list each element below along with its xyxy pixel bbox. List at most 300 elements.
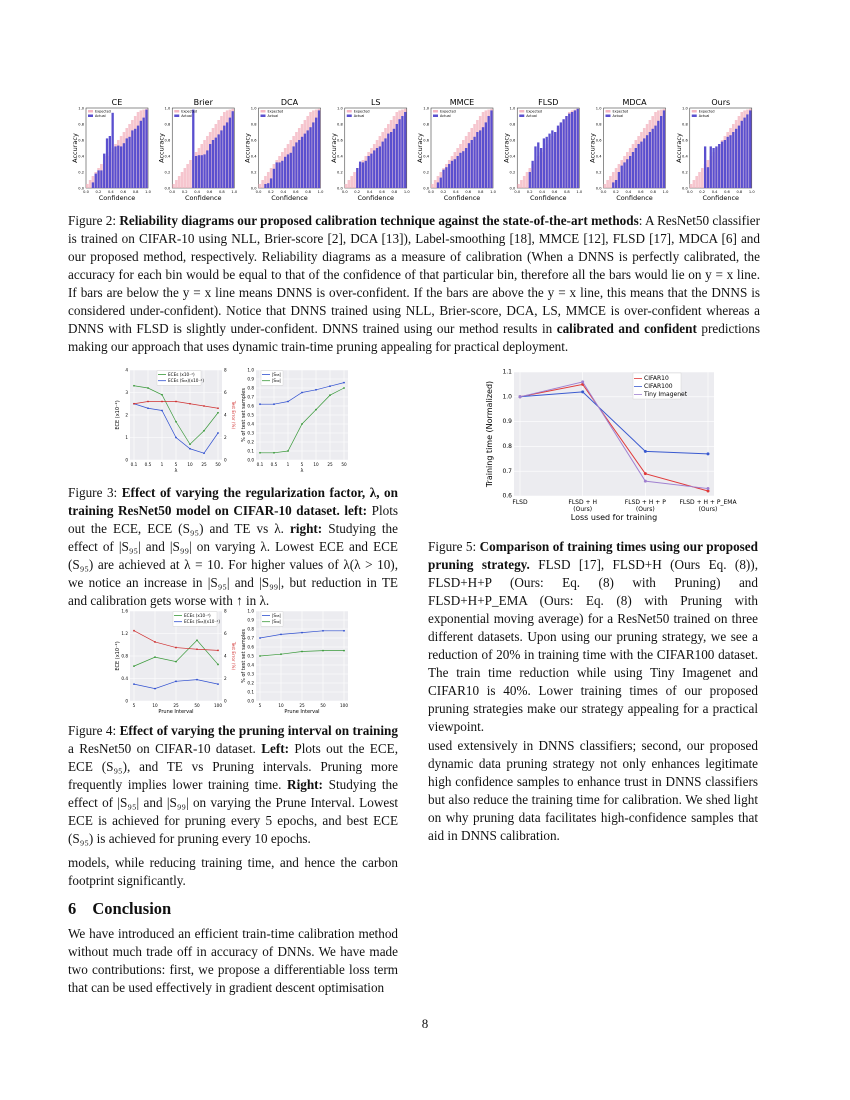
legend-actual-label: Actual — [526, 114, 537, 118]
expected-bar — [353, 172, 356, 188]
y-tick-label: 1.0 — [423, 106, 429, 111]
actual-bar — [643, 138, 645, 188]
actual-bar — [727, 137, 729, 188]
right-paragraph: used extensively in DNNS classifiers; second, our proposed dynamic data pruning strategy not only enhances legitimate high confidence samples to enhance trust in DNNS classifiers but also reduce the training time for calibration. We shed light on why pruning data facilitates high-confidence samples that aid in DNNS calibration. — [428, 738, 758, 843]
series-point — [133, 665, 135, 667]
legend-label: ECEs (S₉₅)(x10⁻²) — [168, 378, 204, 384]
actual-bar — [284, 157, 286, 188]
y-tick-label: 0.6 — [78, 138, 84, 143]
y-tick-label: 1.0 — [509, 106, 516, 111]
series-point — [161, 401, 163, 403]
x-tick-label: 0.0 — [428, 190, 434, 194]
y-tick-label: 1.0 — [164, 106, 171, 111]
actual-bar — [529, 172, 531, 188]
actual-bar — [106, 138, 108, 188]
series-point — [196, 679, 198, 681]
actual-bar — [479, 130, 481, 188]
x-tick-label: 0.4 — [452, 190, 459, 194]
actual-bar — [100, 170, 102, 188]
y-tick-label: 0.6 — [247, 403, 254, 409]
reliability-panel-dca — [244, 98, 325, 202]
y-tick-label: 0.6 — [250, 138, 257, 143]
series-point — [322, 630, 324, 632]
y-tick-label: 1.0 — [337, 106, 343, 111]
actual-bar — [623, 162, 625, 188]
expected-bar — [181, 172, 184, 188]
x-tick-label: 0.4 — [711, 190, 718, 194]
actual-bar — [454, 159, 456, 188]
figure-3-charts — [115, 362, 352, 474]
actual-bar — [473, 137, 475, 188]
y-axis-label: Accuracy — [243, 133, 252, 163]
x-tick-label: 0.6 — [465, 190, 472, 194]
actual-bar — [735, 129, 737, 188]
y-axis-label: Accuracy — [157, 133, 166, 163]
y-axis-label: Accuracy — [502, 133, 511, 163]
actual-bar — [746, 114, 748, 188]
y-tick-label: 0.0 — [423, 186, 429, 191]
y-tick-label: 0.8 — [250, 122, 257, 127]
actual-bar — [126, 138, 128, 188]
expected-bar — [523, 176, 526, 188]
y-tick-label: 0.8 — [509, 122, 516, 127]
y-tick-label: 0.2 — [250, 170, 257, 175]
actual-bar — [273, 169, 275, 188]
actual-bar — [562, 119, 564, 188]
actual-bar — [382, 142, 384, 188]
figure-3-caption — [68, 484, 398, 610]
x-tick-label: 0.6 — [379, 190, 385, 194]
y-axis-label: % of test set samples — [241, 629, 247, 683]
fig2-label: Figure 2: — [68, 213, 116, 228]
series-point — [329, 394, 331, 396]
fig4-bold3: Right: — [287, 777, 323, 792]
expected-bar — [86, 184, 89, 188]
actual-bar — [637, 144, 639, 188]
y2-tick-label: 2 — [224, 676, 227, 682]
series-point — [217, 683, 219, 685]
x-tick-label: 0.0 — [600, 190, 607, 194]
y-tick-label: 0.8 — [164, 122, 171, 127]
x-tick-label: 1 — [286, 462, 290, 468]
y2-tick-label: 8 — [224, 608, 227, 614]
y-tick-label: 0.0 — [250, 186, 257, 191]
y-tick-label: 0 — [125, 698, 128, 704]
series-point — [644, 480, 647, 483]
fig3-text2: Studying the effect of |S₉₅| and |S₉₉| on varying λ. Lowest ECE and ECE (S₉₅) are achieved at λ = 10. For higher values of λ(λ > 10), we notice an increase in |S₉₅| and |S₉₉|, but reduction in TE and calibration gets worse with ↑ in λ. — [68, 521, 399, 608]
actual-bar — [557, 126, 559, 188]
y-tick-label: 1.6 — [121, 608, 128, 614]
actual-bar — [540, 148, 542, 188]
actual-bar — [97, 170, 99, 188]
actual-bar — [267, 183, 269, 188]
actual-bar — [459, 153, 461, 188]
y-tick-label: 0.3 — [247, 430, 254, 436]
x-tick-label: 0.4 — [107, 190, 114, 194]
actual-bar — [287, 154, 289, 188]
actual-bar — [571, 112, 573, 188]
actual-bar — [95, 174, 97, 188]
actual-bar — [488, 116, 490, 188]
y-tick-label: 0.2 — [423, 170, 429, 175]
legend-expected-swatch — [347, 110, 352, 113]
actual-bar — [534, 146, 536, 188]
legend-expected-label: Expected — [95, 109, 111, 114]
actual-bar — [546, 137, 548, 188]
series-point — [343, 382, 345, 384]
y-tick-label: 0.4 — [250, 154, 257, 159]
y-tick-label: 0.4 — [247, 662, 254, 668]
legend-actual-label: Actual — [95, 114, 106, 118]
actual-bar — [128, 137, 130, 188]
actual-bar — [457, 156, 459, 188]
fig4-text: a ResNet50 on CIFAR-10 dataset. — [68, 741, 262, 756]
actual-bar — [543, 138, 545, 188]
expected-bar — [526, 172, 529, 188]
series-point — [196, 648, 198, 650]
y-tick-label: 0.2 — [164, 170, 171, 175]
actual-bar — [560, 122, 562, 188]
actual-bar — [117, 146, 119, 188]
y-tick-label: 0.2 — [337, 170, 343, 175]
expected-bar — [175, 180, 178, 188]
legend-label: ECEs (S₉₅)(x10⁻²) — [184, 619, 220, 625]
actual-bar — [398, 119, 400, 188]
x-tick-label: 0.8 — [218, 190, 225, 194]
expected-bar — [89, 180, 92, 188]
actual-bar — [276, 162, 278, 188]
y2-tick-label: 6 — [224, 631, 227, 637]
series-point — [273, 452, 275, 454]
actual-bar — [134, 129, 136, 188]
expected-bar — [609, 176, 612, 188]
y-tick-label: 0.7 — [247, 635, 254, 641]
y-tick-label: 0.6 — [509, 138, 516, 143]
x-tick-label: 1.0 — [576, 190, 583, 194]
series-point — [175, 680, 177, 682]
series-point — [280, 653, 282, 655]
actual-bar — [232, 111, 234, 188]
reliability-panel-ours — [675, 98, 756, 202]
actual-bar — [365, 161, 367, 188]
x-tick-label: (Ours) — [573, 506, 593, 513]
x-tick-label: 0.2 — [526, 190, 533, 194]
x-tick-label: 0.8 — [563, 190, 570, 194]
actual-bar — [537, 142, 539, 188]
y-tick-label: 0.4 — [509, 154, 516, 159]
x-tick-label: 0.8 — [391, 190, 398, 194]
x-tick-label: 100 — [214, 703, 222, 709]
expected-bar — [606, 180, 609, 188]
actual-bar — [640, 142, 642, 188]
series-point — [203, 452, 205, 454]
legend-actual-swatch — [692, 115, 697, 118]
actual-bar — [120, 146, 122, 188]
figure-5-svg — [484, 366, 737, 526]
y-tick-label: 0.8 — [502, 443, 512, 450]
legend-actual-swatch — [261, 115, 266, 118]
y-axis-label: ECE (x10⁻²) — [115, 400, 121, 430]
y-axis-label: Accuracy — [674, 133, 683, 163]
x-tick-label: 0.4 — [280, 190, 287, 194]
actual-bar — [281, 161, 283, 188]
x-tick-label: 1.0 — [317, 190, 324, 194]
expected-bar — [517, 184, 520, 188]
actual-bar — [203, 154, 205, 188]
actual-bar — [718, 144, 720, 188]
x-tick-label: 0.4 — [625, 190, 632, 194]
y-tick-label: 0.8 — [247, 385, 254, 391]
chart-fig3-left — [115, 368, 236, 474]
actual-bar — [660, 116, 662, 188]
actual-bar — [312, 122, 314, 188]
x-tick-label: 0.6 — [551, 190, 558, 194]
chart-fig5 — [485, 369, 737, 522]
y-tick-label: 1.1 — [502, 368, 512, 376]
y-tick-label: 0.0 — [337, 186, 343, 191]
x-tick-label: 5 — [258, 703, 262, 709]
y-tick-label: 0.8 — [682, 122, 688, 127]
actual-bar — [721, 142, 723, 188]
panel-title: MDCA — [622, 98, 647, 107]
x-tick-label: 25 — [201, 462, 207, 468]
actual-bar — [626, 159, 628, 188]
reliability-panel-ce — [71, 98, 152, 202]
y-axis-label: ECE (x10⁻²) — [115, 641, 121, 671]
y-tick-label: 0.0 — [78, 186, 84, 191]
series-point — [217, 407, 219, 409]
actual-bar — [393, 129, 395, 188]
expected-bar — [261, 180, 264, 188]
y-tick-label: 0.1 — [247, 448, 254, 454]
y-tick-label: 0.6 — [337, 138, 343, 143]
x-tick-label: 5 — [132, 703, 136, 709]
x-tick-label: 0.2 — [354, 190, 361, 194]
x-axis-label: Confidence — [357, 194, 395, 202]
actual-bar — [749, 110, 751, 188]
series-point — [287, 401, 289, 403]
series-point — [259, 403, 261, 405]
series-point — [707, 487, 710, 490]
series-point — [301, 651, 303, 653]
x-tick-label: 0.6 — [292, 190, 299, 194]
actual-bar — [704, 146, 706, 188]
x-axis-label: Confidence — [443, 194, 481, 202]
y-axis-label: Accuracy — [588, 133, 597, 163]
series-point — [581, 390, 584, 393]
series-point — [175, 647, 177, 649]
actual-bar — [195, 156, 197, 188]
reliability-panel-mmce — [416, 98, 497, 202]
legend-label: |S₉₅| — [272, 613, 281, 618]
y-tick-label: 0.4 — [78, 154, 84, 159]
actual-bar — [404, 112, 406, 188]
expected-bar — [690, 184, 693, 188]
actual-bar — [574, 110, 576, 188]
y2-axis-label: Test Error (%) — [231, 641, 236, 671]
x-tick-label: 0.0 — [686, 190, 693, 194]
y-axis-label: Training time (Normalized) — [485, 380, 494, 488]
actual-bar — [212, 140, 214, 188]
actual-bar — [318, 110, 320, 188]
expected-bar — [350, 176, 353, 188]
actual-bar — [646, 135, 648, 188]
actual-bar — [112, 113, 114, 188]
legend-actual-label: Actual — [698, 114, 710, 118]
legend-actual-swatch — [433, 115, 438, 118]
expected-bar — [172, 184, 175, 188]
section-heading — [68, 899, 171, 919]
fig2-bold2: calibrated and confident — [556, 321, 697, 336]
fig2-bold: Reliability diagrams our proposed calibration technique against the state-of-the-art methods — [119, 213, 639, 228]
actual-bar — [362, 162, 364, 188]
y-tick-label: 0.2 — [682, 170, 688, 175]
y-tick-label: 0.4 — [337, 154, 343, 159]
legend-expected-swatch — [261, 110, 266, 113]
y-tick-label: 0.7 — [247, 394, 254, 400]
x-tick-label: 0.8 — [736, 190, 743, 194]
actual-bar — [654, 126, 656, 188]
series-point — [189, 448, 191, 450]
panel-title: Ours — [711, 98, 731, 107]
actual-bar — [554, 132, 556, 188]
fig5-text: FLSD [17], FLSD+H (Ours Eq. (8)), FLSD+H+P (Ours: Eq. (8) with Pruning) and FLSD+H+P_EMA (Ours: Eq. (8) with Pruning with exponential moving average) for a ResNet50 trained on three different datasets. Upon using our pruning strategy, we see a reduction of 20% in training time with the CIFAR100 dataset. The train time reduction while using Tiny Imagenet and CIFAR10 is 40%. Lower training times of our proposed pruning strategies make our strategy appealing for a practical viewpoint. — [428, 557, 758, 734]
x-tick-label: 1 — [160, 462, 164, 468]
actual-bar — [485, 122, 487, 188]
y-tick-label: 0.5 — [247, 653, 254, 659]
y-tick-label: 0.8 — [121, 653, 128, 659]
y-tick-label: 0.6 — [682, 138, 688, 143]
y-tick-label: 1.0 — [247, 608, 254, 614]
series-point — [287, 450, 289, 452]
fig4-label: Figure 4: — [68, 723, 117, 738]
y-tick-label: 0.0 — [164, 186, 171, 191]
figure-4-caption — [68, 722, 398, 848]
actual-bar — [451, 161, 453, 188]
chart-fig4-left — [115, 609, 236, 715]
series-point — [147, 407, 149, 409]
actual-bar — [309, 127, 311, 188]
series-point — [154, 688, 156, 690]
series-point — [133, 403, 135, 405]
actual-bar — [396, 124, 398, 188]
actual-bar — [445, 167, 447, 188]
actual-bar — [264, 184, 266, 188]
legend-expected-swatch — [433, 110, 438, 113]
actual-bar — [482, 127, 484, 188]
expected-bar — [184, 168, 187, 188]
series-point — [329, 385, 331, 387]
figure-2-caption — [68, 212, 760, 356]
series-point — [644, 472, 647, 475]
legend-expected-swatch — [88, 110, 93, 113]
y-tick-label: 1.2 — [121, 631, 128, 637]
actual-bar — [707, 167, 709, 188]
legend-actual-label: Actual — [612, 114, 624, 118]
expected-bar — [178, 176, 181, 188]
legend-expected-label: Expected — [612, 109, 629, 114]
y-tick-label: 3 — [125, 390, 128, 396]
x-tick-label: 0.1 — [256, 462, 264, 468]
y-axis-label: % of test set samples — [241, 388, 247, 442]
series-point — [161, 410, 163, 412]
expected-bar — [434, 180, 437, 188]
legend-actual-swatch — [519, 115, 524, 118]
series-point — [707, 452, 710, 455]
actual-bar — [612, 182, 614, 188]
legend-label: ECEs (x10⁻²) — [168, 372, 195, 377]
x-tick-label: 1.0 — [662, 190, 669, 194]
actual-bar — [301, 137, 303, 188]
series-point — [301, 423, 303, 425]
section-title: Conclusion — [92, 899, 172, 918]
actual-bar — [192, 110, 194, 188]
y-tick-label: 0.0 — [509, 186, 516, 191]
legend-label: |S₉₉| — [272, 619, 281, 625]
actual-bar — [103, 154, 105, 188]
expected-bar — [693, 180, 696, 188]
legend-expected-label: Expected — [698, 109, 715, 114]
legend-label: ECEs (x10⁻²) — [184, 613, 211, 618]
actual-bar — [462, 151, 464, 188]
y-tick-label: 0.0 — [595, 186, 602, 191]
x-tick-label: FLSD + H + P_EMA — [679, 499, 737, 506]
y-tick-label: 0.9 — [502, 418, 512, 426]
actual-bar — [729, 135, 731, 188]
series-point — [301, 392, 303, 394]
series-point — [154, 641, 156, 643]
x-tick-label: 0.6 — [206, 190, 213, 194]
y-tick-label: 0.5 — [247, 412, 254, 418]
x-tick-label: 5 — [300, 462, 304, 468]
series-point — [343, 630, 345, 632]
panel-title: Brier — [193, 98, 213, 107]
legend-expected-swatch — [606, 110, 611, 113]
actual-bar — [531, 161, 533, 188]
x-tick-label: 50 — [341, 462, 347, 468]
x-tick-label: 1.0 — [490, 190, 496, 194]
y-tick-label: 0.8 — [337, 122, 343, 127]
y-tick-label: 0.6 — [423, 138, 429, 143]
actual-bar — [712, 148, 714, 188]
y-tick-label: 0.9 — [247, 376, 254, 382]
y-tick-label: 1.0 — [247, 367, 254, 373]
x-tick-label: 0.6 — [724, 190, 730, 194]
y-tick-label: 1.0 — [682, 106, 688, 111]
figure-3-svg — [115, 362, 352, 474]
x-tick-label: 0.0 — [169, 190, 176, 194]
x-axis-label: λ — [300, 468, 304, 474]
x-tick-label: 50 — [320, 703, 326, 709]
actual-bar — [307, 130, 309, 188]
fig3-bold: Effect of varying the regularization factor, λ, on training ResNet50 model on CIFAR-10 dataset. left: — [68, 485, 398, 518]
y-tick-label: 1.0 — [502, 393, 512, 401]
y-tick-label: 1.0 — [595, 106, 602, 111]
actual-bar — [198, 155, 200, 188]
legend-expected-label: Expected — [181, 109, 198, 114]
actual-bar — [229, 118, 231, 188]
panel-title: CE — [111, 98, 123, 107]
x-tick-label: 0.0 — [341, 190, 348, 194]
conclusion-paragraph: We have introduced an efficient train-time calibration method without much trade off in accuracy of DNNs. We have made two contributions: first, we propose a differentiable loss term that can be used effectively in gradient descent optimisation — [68, 926, 398, 995]
x-tick-label: 0.2 — [268, 190, 274, 194]
actual-bar — [356, 168, 358, 188]
x-tick-label: 0.4 — [366, 190, 373, 194]
series-point — [581, 380, 584, 383]
fig4-bold: Effect of varying the pruning interval on training — [119, 723, 398, 738]
figure-4-charts — [115, 603, 352, 715]
series-point — [133, 683, 135, 685]
